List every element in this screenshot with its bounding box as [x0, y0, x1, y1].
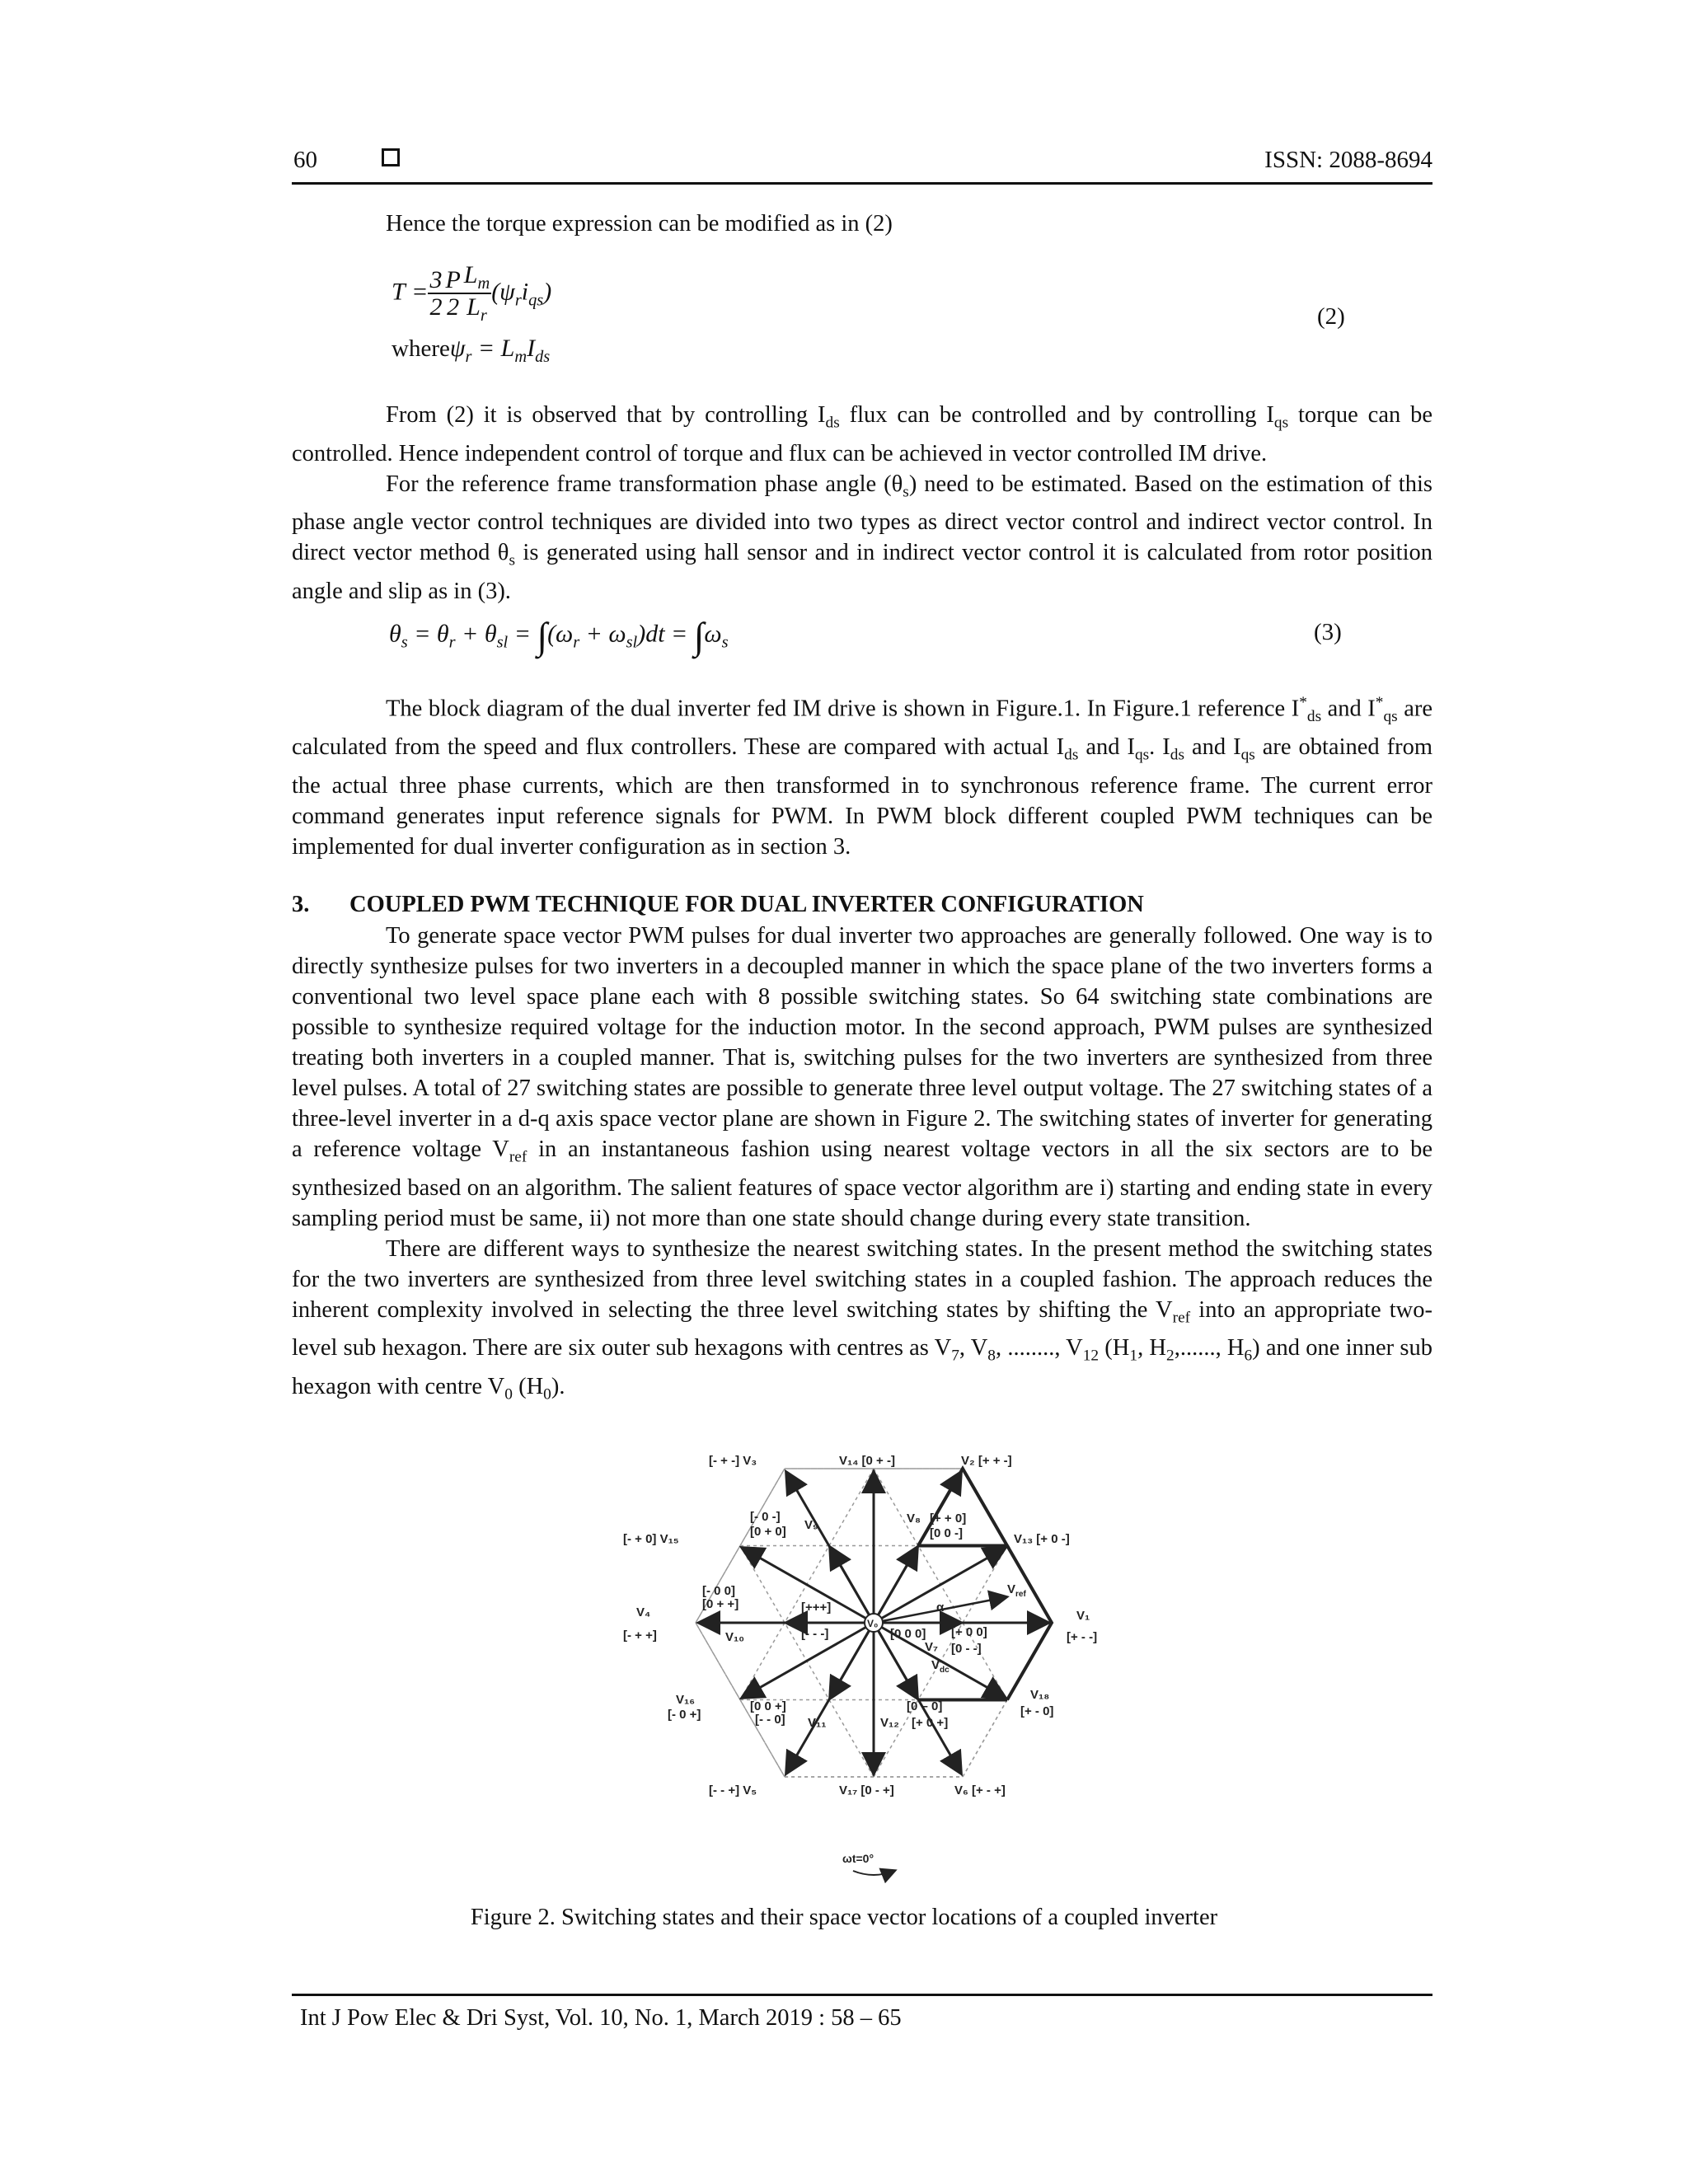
- label-v1-state: [+ - -]: [1067, 1630, 1098, 1644]
- label-v1: V₁: [1076, 1609, 1090, 1623]
- paragraph-3: The block diagram of the dual inverter fed IM drive is shown in Figure.1. In Figure.1 reference $I^*_{ds}$ and $I^*_{qs}$ are calculated from the speed and flux controllers. These are compared with actual $I_{ds}$ and $I_{qs}$. $I_{ds}$ and $I_{qs}$ are obtained from the actual three phase currents, which are then transformed in to synchronous reference frame. The current error command generates input reference signals for PWM. In PWM block different coupled PWM techniques can be implemented for dual inverter configuration as in section 3.: [292, 694, 1433, 860]
- label-alpha: α: [936, 1601, 945, 1615]
- label-v0b: [- - -]: [801, 1627, 829, 1641]
- label-v10: V₁₀: [725, 1630, 744, 1644]
- label-v12a: [0 – 0]: [907, 1699, 943, 1713]
- label-v9b: [0 + 0]: [750, 1525, 786, 1539]
- equation-2-number: (2): [1317, 303, 1345, 330]
- label-v2: V₂ [+ + -]: [961, 1454, 1012, 1468]
- label-v4: V₄: [636, 1605, 651, 1619]
- label-v12: V₁₂: [880, 1716, 899, 1730]
- label-v0c: [0 0 0]: [890, 1627, 926, 1641]
- space-vector-diagram: [618, 1446, 1129, 1883]
- label-v8b: [0 0 -]: [930, 1526, 964, 1540]
- label-v9: V₉: [804, 1518, 818, 1532]
- label-v9a: [- 0 -]: [750, 1510, 781, 1524]
- issn: ISSN: 2088-8694: [1264, 147, 1432, 173]
- section-heading: 3. COUPLED PWM TECHNIQUE FOR DUAL INVERTER CONFIGURATION: [292, 892, 1144, 917]
- label-v15: [- + 0] V₁₅: [623, 1532, 679, 1546]
- paragraph-4: [292, 921, 1432, 1410]
- label-v7b: [0 - -]: [951, 1642, 982, 1656]
- paragraph-4: To generate space vector PWM pulses for dual inverter two approaches are generally followed. One way is to directly synthesize pulses for two inverters in a decoupled manner in which the space plane of the two inverters forms a conventional two level space plane each with 8 possible switching states. So 64 switching state combinations are possible to synthesize required voltage for the induction motor. In the second approach, PWM pulses are synthesized treating both inverters in a coupled manner. That is, switching pulses for the two inverters are synthesized from three level pulses. A total of 27 switching states are possible to generate three level output voltage. The 27 switching states of a three-level inverter in a d-q axis space vector plane are shown in Figure 2. The switching states of inverter for generating a reference voltage $V_{ref}$ in an instantaneous fashion using nearest voltage vectors in all the six sectors are to be synthesized based on an algorithm. The salient features of space vector algorithm are i) starting and ending state in every sampling period must be same, ii) not more than one state should change during every state transition.: [292, 923, 1432, 1231]
- label-v10a: [- 0 0]: [702, 1584, 736, 1598]
- page-number: 60: [293, 147, 317, 173]
- label-v17: V₁₇ [0 - +]: [839, 1783, 894, 1797]
- paragraph-5: There are different ways to synthesize the nearest switching states. In the present method the switching states for the two inverters are synthesized from three level switching states in a coupled fashion. The approach reduces the inherent complexity involved in selecting the three level switching states by shifting the $V_{ref}$ into an appropriate two-level sub hexagon. There are six outer sub hexagons with centres as $V_7$, $V_8$, ........, $V_{12}$ ($H_1$, $H_2$,......, $H_6$) and one inner sub hexagon with centre $V_0$ $(H_0)$.: [292, 1235, 1432, 1404]
- label-vdc: $V_{dc}$: [931, 1658, 950, 1675]
- paragraph-2: For the reference frame transformation phase angle $(\theta_s)$ need to be estimated. Based on the estimation of this phase angle vector control techniques are divided into two types as direct vector control and indirect vector control. In direct vector method $\theta_s$ is generated using hall sensor and in indirect vector control it is calculated from rotor position angle and slip as in (3).: [292, 471, 1432, 605]
- label-v12b: [+ 0 +]: [912, 1716, 949, 1730]
- label-v6: V₆ [+ - +]: [954, 1783, 1006, 1797]
- label-v18: V₁₈: [1030, 1688, 1050, 1702]
- label-v11: V₁₁: [808, 1716, 827, 1730]
- paragraph-1: [292, 400, 1432, 607]
- label-v0: V₀: [867, 1618, 879, 1629]
- header-rule: [292, 182, 1432, 185]
- label-v8: V₈: [907, 1511, 921, 1526]
- label-v10b: [0 + +]: [702, 1597, 739, 1611]
- label-v16-state: [- 0 +]: [668, 1708, 701, 1722]
- equation-3-number: (3): [1314, 619, 1342, 645]
- label-vref: $V_{ref}$: [1007, 1582, 1026, 1599]
- figure-caption: Figure 2. Switching states and their space vector locations of a coupled inverter: [470, 1905, 1218, 1930]
- label-v3: [- + -] V₃: [709, 1454, 757, 1468]
- label-v7: V₇: [925, 1640, 939, 1654]
- label-v8a: [+ + 0]: [930, 1511, 967, 1526]
- label-v5: [- - +] V₅: [709, 1783, 757, 1797]
- paragraph-1: From (2) it is observed that by controlling $I_{ds}$ flux can be controlled and by controlling $I_{qs}$ torque can be controlled. Hence independent control of torque and flux can be achieved in vector controlled IM drive.: [292, 402, 1432, 466]
- label-v11a: [0 0 +]: [750, 1699, 786, 1713]
- footer-citation: Int J Pow Elec & Dri Syst, Vol. 10, No. 1, March 2019 : 58 – 65: [300, 2005, 902, 2031]
- header-square-icon: [382, 148, 400, 166]
- label-wt: ωt=0°: [842, 1852, 874, 1865]
- equation-3: $\theta_s = \theta_r + \theta_{sl} = \int(\omega_r + \omega_{sl})dt = \int\omega_s$: [389, 615, 729, 657]
- rotation-arrow: [853, 1871, 894, 1875]
- label-v7a: [+ 0 0]: [951, 1625, 987, 1639]
- label-v4-state: [- + +]: [623, 1629, 657, 1643]
- equation-2: T = $\frac{3}{2}$ $\frac{P}{2}$ $\frac{L_m}{L_r}$ $(\psi_ri_{qs})$: [392, 261, 552, 326]
- label-v0a: [+++]: [801, 1601, 832, 1615]
- equation-2-where: whereψ$_r$ = $L_mI_{ds}$: [392, 335, 551, 366]
- label-v13: V₁₃ [+ 0 -]: [1014, 1532, 1070, 1546]
- footer-rule: [292, 1994, 1432, 1996]
- label-v14: V₁₄ [0 + -]: [839, 1454, 895, 1468]
- paragraph-3: [292, 687, 1432, 862]
- intro-line: Hence the torque expression can be modified as in (2): [386, 211, 893, 237]
- label-v16: V₁₆: [676, 1693, 696, 1707]
- label-v11b: [- - 0]: [755, 1713, 785, 1727]
- label-v18-state: [+ - 0]: [1020, 1704, 1054, 1718]
